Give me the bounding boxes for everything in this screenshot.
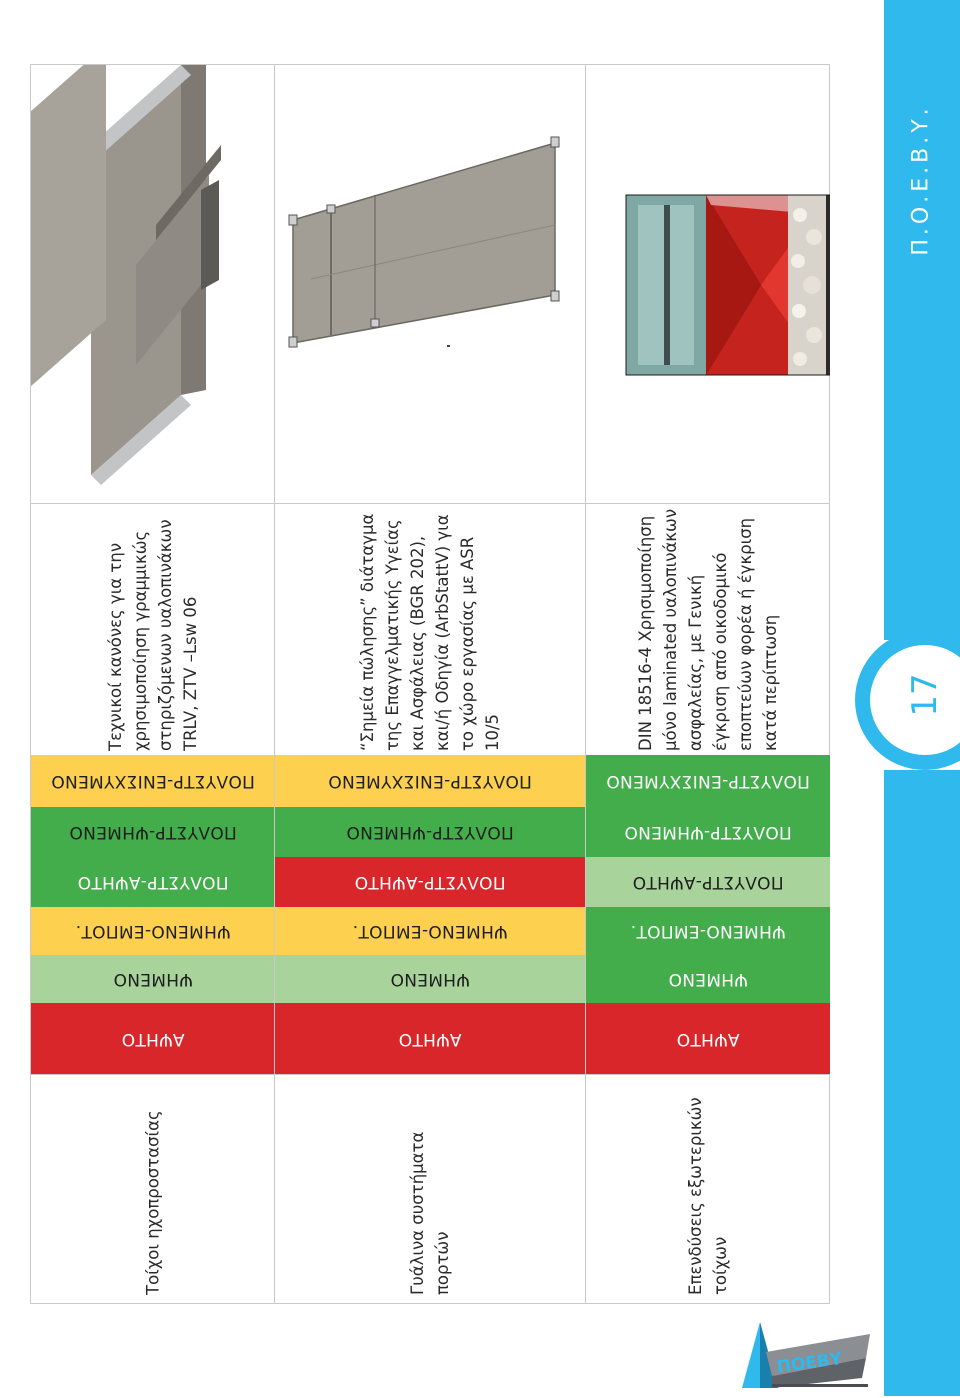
row-1-note: Τεχνικοί κανόνες για την χρησιμοποίηση γραμμικώς στηριζόμενων υαλοπινάκων TRLV, ZTV –Lsw 06 [105,519,200,751]
row-3-rating-3: ΨΗΜΕΝΟ-ΕΜΠΟΤ. [586,907,830,955]
row-1-rating-4: ΠΟΛΥΣΤΡ-ΑΨΗΤΟ [31,857,274,907]
logo-text: ΠΟΕΒΥ [775,1348,844,1378]
row-2-rating-5: ΠΟΛΥΣΤΡ-ΨΗΜΕΝΟ [275,807,585,857]
row-2-rating-4: ΠΟΛΥΣΤΡ-ΑΨΗΤΟ [275,857,585,907]
row-2-application-cell [275,1074,585,1305]
brand-text: Π.Ο.Ε.Β.Υ. [908,104,934,256]
facade-cladding-photo [586,65,830,503]
row-3-rating-2: ΨΗΜΕΝΟ [586,955,830,1003]
row-3-rating-5: ΠΟΛΥΣΤΡ-ΨΗΜΕΝΟ [586,807,830,857]
row-1-rating-6: ΠΟΛΥΣΤΡ-ΕΝΙΣΧΥΜΕΝΟ [31,755,274,807]
row-2-application: Γυάλινα συστήματα πορτών [408,1131,452,1295]
row-2-rating-1: ΑΨΗΤΟ [275,1003,585,1074]
row-3-rating-6: ΠΟΛΥΣΤΡ-ΕΝΙΣΧΥΜΕΝΟ [586,755,830,807]
row-1-rating-5: ΠΟΛΥΣΤΡ-ΨΗΜΕΝΟ [31,807,274,857]
row-2-rating-3: ΨΗΜΕΝΟ-ΕΜΠΟΤ. [275,907,585,955]
row-2-rating-6: ΠΟΛΥΣΤΡ-ΕΝΙΣΧΥΜΕΝΟ [275,755,585,807]
row-3-image-cell [586,65,830,503]
row-3-application-cell [586,1074,830,1305]
row-3-rating-1: ΑΨΗΤΟ [586,1003,830,1074]
row-3-rating-4: ΠΟΛΥΣΤΡ-ΑΨΗΤΟ [586,857,830,907]
row-1-image-cell [31,65,274,503]
poeby-logo [742,1318,872,1394]
row-2-note: “Σημεία πώλησης” διάταγμα της Επαγγελματικής Υγείας και Ασφάλειας (BGR 202), και/ή Οδηγία (ArbStattV) για το χώρο εργασίας με ASR 10/5 [358,513,502,751]
brand-name [876,80,960,280]
row-3-note-cell [586,503,830,755]
row-3-note: DIN 18516-4 Χρησιμοποίηση μόνο laminated υαλοπινάκων ασφαλείας, με Γενική έγκριση από οικοδομικό εποπτεύων φορέα ή έγκριση κατά περίπτωση [636,508,780,751]
row-1-rating-1: ΑΨΗΤΟ [31,1003,274,1074]
row-1-rating-3: ΨΗΜΕΝΟ-ΕΜΠΟΤ. [31,907,274,955]
row-1-application-cell [31,1074,274,1305]
logo-graphic [742,1318,872,1394]
row-2-image-cell [275,65,585,503]
row-3-application: Επενδύσεις εξωτερικών τοίχων [686,1096,730,1295]
glass-door-system-image [275,65,585,503]
row-1-application: Τοίχοι ηχοπροστασίας [143,1109,162,1295]
page-number: 17 [905,673,945,717]
row-1-rating-2: ΨΗΜΕΝΟ [31,955,274,1003]
row-2-note-cell [275,503,585,755]
row-1-note-cell [31,503,274,755]
glass-usage-table [30,64,830,1304]
row-2-rating-2: ΨΗΜΕΝΟ [275,955,585,1003]
noise-barrier-panels-image [31,65,274,503]
